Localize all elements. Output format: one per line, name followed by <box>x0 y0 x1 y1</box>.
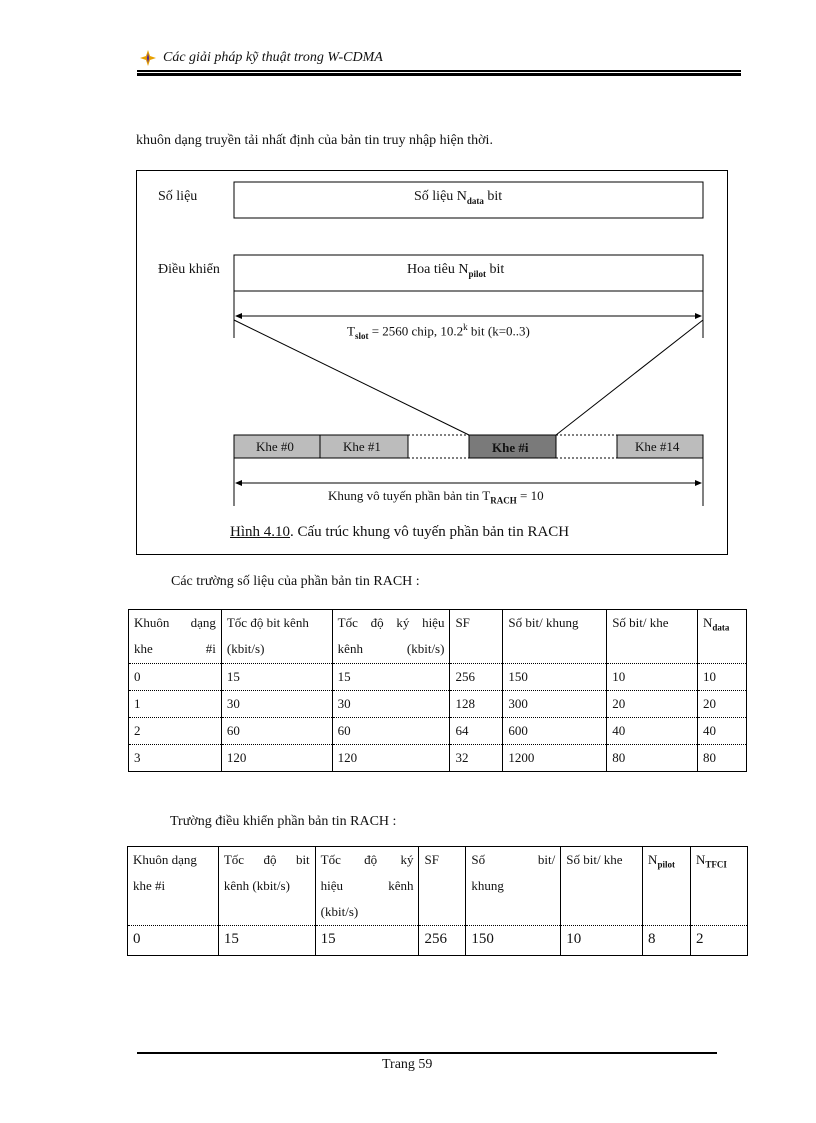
cell: 1 <box>129 691 222 718</box>
header-cell: Tốc độ ký hiệu kênh (kbit/s) <box>315 847 419 926</box>
cell: 80 <box>698 745 747 772</box>
cell: 20 <box>607 691 698 718</box>
cell: 40 <box>698 718 747 745</box>
header-cell: SF <box>419 847 466 926</box>
header-cell: Tốc độ bit kênh (kbit/s) <box>221 610 332 664</box>
table-header-row <box>128 847 748 926</box>
data-fields-table <box>128 609 747 772</box>
cell: 2 <box>691 926 748 956</box>
table-header-row <box>129 610 747 664</box>
table-row <box>129 664 747 691</box>
table-row <box>129 745 747 772</box>
cell: 30 <box>332 691 450 718</box>
slot-14-label: Khe #14 <box>635 439 680 454</box>
table-row <box>128 926 748 956</box>
cell: 0 <box>128 926 219 956</box>
cell: 120 <box>221 745 332 772</box>
header-cell: $N_{data}$ <box>698 610 747 664</box>
cell: 32 <box>450 745 503 772</box>
cell: 80 <box>607 745 698 772</box>
cell: 60 <box>221 718 332 745</box>
cell: 0 <box>129 664 222 691</box>
header-cell: $N_{TFCI}$ <box>691 847 748 926</box>
data-box-label: Số liệu $N_{data}$ bit <box>414 189 503 206</box>
section-1-title: Các trường số liệu của phần bản tin RACH : <box>171 574 420 589</box>
cell: 300 <box>503 691 607 718</box>
cell: 20 <box>698 691 747 718</box>
cell: 600 <box>503 718 607 745</box>
diamond-bullet-icon <box>140 50 156 66</box>
header-rule-thick <box>137 73 741 76</box>
header-cell: $N_{pilot}$ <box>643 847 691 926</box>
control-fields-table <box>127 846 748 956</box>
cell: 256 <box>450 664 503 691</box>
intro-paragraph: khuôn dạng truyền tải nhất định của bản tin truy nhập hiện thời. <box>136 133 493 148</box>
cell: 10 <box>698 664 747 691</box>
cell: 2 <box>129 718 222 745</box>
cell: 150 <box>503 664 607 691</box>
cell: 60 <box>332 718 450 745</box>
header-cell: Khuôn dạng khe #i <box>129 610 222 664</box>
footer-rule <box>137 1052 717 1054</box>
cell: 256 <box>419 926 466 956</box>
cell: 120 <box>332 745 450 772</box>
header-cell: Số bit/ khung <box>503 610 607 664</box>
cell: 128 <box>450 691 503 718</box>
cell: 15 <box>315 926 419 956</box>
slot-i-label: Khe #i <box>492 440 529 455</box>
tslot-label: $T_{slot} = 2560$ chip, 10.2$^k$ bit (k=0..3) <box>347 322 530 341</box>
section-2-title: Trường điều khiển phần bản tin RACH : <box>170 814 397 829</box>
control-box-label: Hoa tiêu $N_{pilot}$ bit <box>407 262 505 279</box>
cell: 10 <box>607 664 698 691</box>
expand-line-right <box>556 320 703 435</box>
cell: 30 <box>221 691 332 718</box>
cell: 1200 <box>503 745 607 772</box>
table-row <box>129 691 747 718</box>
header-cell: SF <box>450 610 503 664</box>
cell: 3 <box>129 745 222 772</box>
header-cell: Tốc độ ký hiệu kênh (kbit/s) <box>332 610 450 664</box>
table-row <box>129 718 747 745</box>
header-cell: Khuôn dạng khe #i <box>128 847 219 926</box>
cell: 150 <box>466 926 561 956</box>
cell: 64 <box>450 718 503 745</box>
header-cell: Số bit/ khung <box>466 847 561 926</box>
cell: 15 <box>332 664 450 691</box>
data-row-label: Số liệu <box>158 189 198 204</box>
cell: 40 <box>607 718 698 745</box>
cell: 15 <box>218 926 315 956</box>
cell: 15 <box>221 664 332 691</box>
header-title: Các giải pháp kỹ thuật trong W-CDMA <box>163 50 383 65</box>
slot-1-label: Khe #1 <box>343 439 381 454</box>
page-number: Trang 59 <box>382 1057 433 1072</box>
header-cell: Tốc độ bit kênh (kbit/s) <box>218 847 315 926</box>
figure-caption: Hình 4.10. Cấu trúc khung vô tuyến phần bản tin RACH <box>230 524 570 540</box>
header-cell: Số bit/ khe <box>561 847 643 926</box>
cell: 10 <box>561 926 643 956</box>
frame-label: Khung vô tuyến phần bản tin $T_{RACH} = 10$ <box>328 488 544 506</box>
header-rule <box>137 70 741 72</box>
cell: 8 <box>643 926 691 956</box>
header-cell: Số bit/ khe <box>607 610 698 664</box>
control-row-label: Điều khiển <box>158 262 220 277</box>
slot-0-label: Khe #0 <box>256 439 294 454</box>
